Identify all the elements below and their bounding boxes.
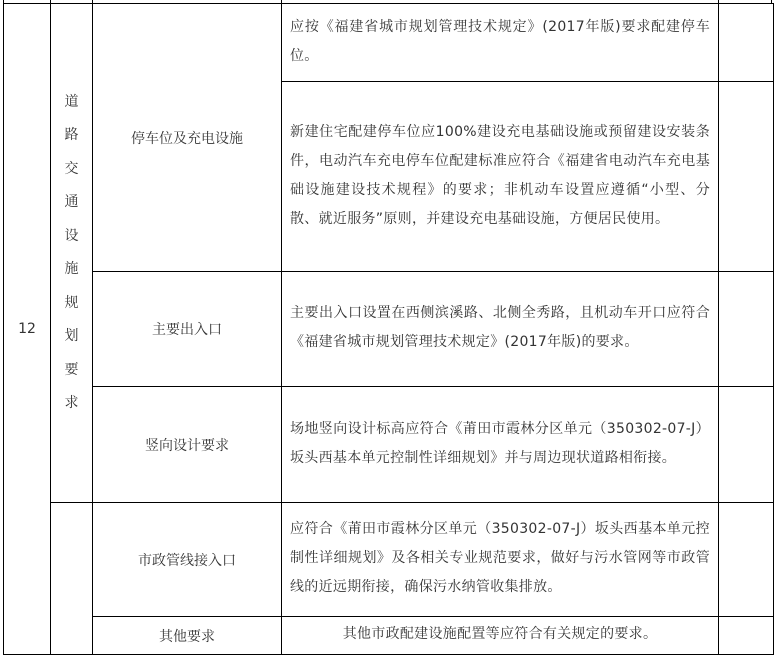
table-row (4, 617, 774, 655)
requirement-municipal-pipeline: 应符合《莆田市霞林分区单元（350302-07-J）坂头西基本单元控制性详细规划》及各相关专业规范要求，做好与污水管网等市政管线的近远期衔接，确保污水纳管收集排放。 (282, 503, 719, 617)
category-label: 道路交通设施规划要求 (64, 93, 79, 411)
requirement-other: 其他市政配建设施配置等应符合有关规定的要求。 (282, 617, 719, 655)
remark-cell (719, 387, 774, 503)
remark-cell (719, 82, 774, 272)
remark-cell (719, 617, 774, 655)
category-cell (51, 4, 93, 503)
row-number: 12 (4, 4, 51, 655)
item-parking: 停车位及充电设施 (93, 4, 282, 272)
table-row (4, 503, 774, 617)
requirement-parking-1: 应按《福建省城市规划管理技术规定》(2017年版)要求配建停车位。 (282, 4, 719, 82)
table-row (4, 272, 774, 387)
table-row (4, 4, 774, 82)
remark-cell (719, 503, 774, 617)
requirement-parking-2: 新建住宅配建停车位应100%建设充电基础设施或预留建设安装条件，电动汽车充电停车位配建标准应符合《福建省电动汽车充电基础设施建设技术规程》的要求；非机动车设置应遵循“小型、分散、就近服务”原则，并建设充电基础设施，方便居民使用。 (282, 82, 719, 272)
category-cell-empty (51, 503, 93, 655)
requirement-main-entrance: 主要出入口设置在西侧滨溪路、北侧全秀路，且机动车开口应符合《福建省城市规划管理技术规定》(2017年版)的要求。 (282, 272, 719, 387)
table-row (4, 387, 774, 503)
item-other: 其他要求 (93, 617, 282, 655)
item-main-entrance: 主要出入口 (93, 272, 282, 387)
item-municipal-pipeline: 市政管线接入口 (93, 503, 282, 617)
remark-cell (719, 272, 774, 387)
remark-cell (719, 4, 774, 82)
planning-requirements-table (3, 3, 774, 655)
requirement-vertical-design: 场地竖向设计标高应符合《莆田市霞林分区单元（350302-07-J）坂头西基本单元控制性详细规划》并与周边现状道路相衔接。 (282, 387, 719, 503)
item-vertical-design: 竖向设计要求 (93, 387, 282, 503)
